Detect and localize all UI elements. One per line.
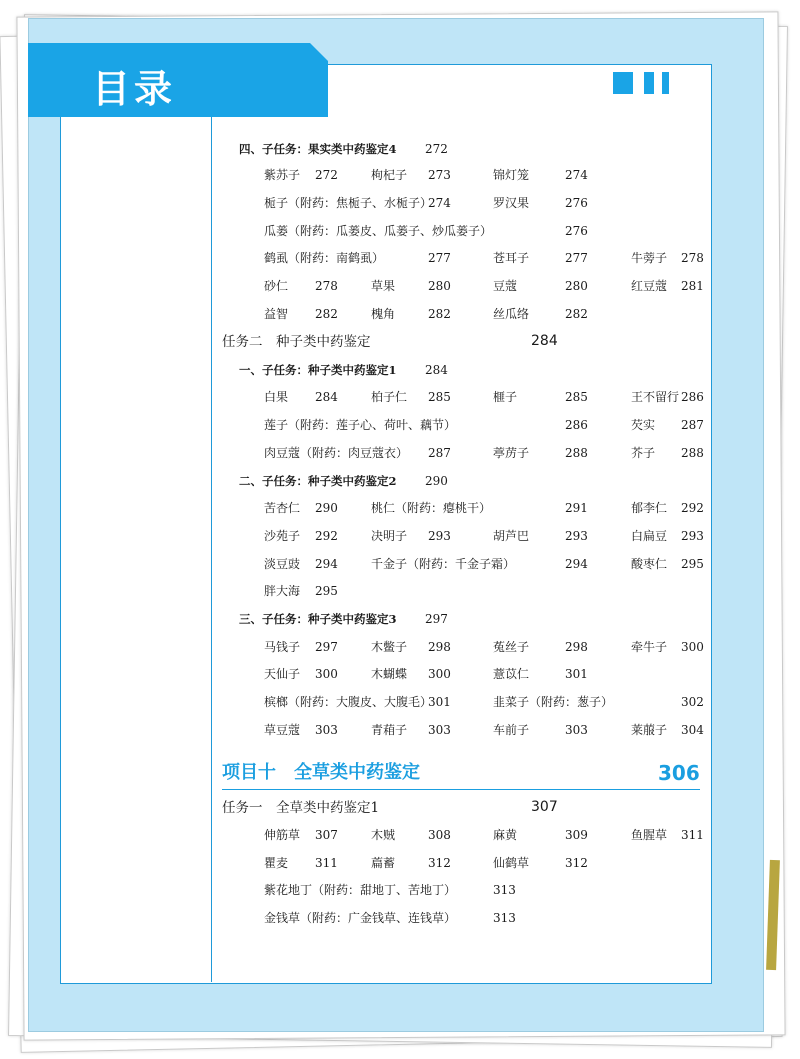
subtask-heading: 一、子任务：种子类中药鉴定1 [239,363,397,377]
decor-bar-icon [644,72,654,94]
entry-name: 白扁豆 [631,529,668,543]
entry-name: 榧子 [493,390,518,404]
entry-name: 豆蔻 [493,279,518,293]
entry-page: 303 [428,723,451,737]
entry-page: 294 [315,557,338,571]
entry-name: 瞿麦 [264,856,289,870]
entry-page: 280 [565,279,588,293]
entry-page: 272 [315,168,338,182]
entry-page: 312 [565,856,588,870]
task-heading: 任务二 种子类中药鉴定 [222,334,371,350]
entry-name: 砂仁 [264,279,289,293]
entry-page: 307 [315,828,338,842]
entry-name: 丝瓜络 [493,307,530,321]
entry-page: 290 [315,501,338,515]
project-page: 306 [658,761,700,785]
entry-name: 栀子（附药：焦栀子、水栀子） [264,196,433,210]
entry-page: 287 [681,418,704,432]
entry-page: 301 [428,695,451,709]
entry-name: 芡实 [631,418,656,432]
entry-name: 紫花地丁（附药：甜地丁、苦地丁） [264,883,457,897]
task-heading: 任务一 全草类中药鉴定1 [222,800,380,816]
entry-name: 苦杏仁 [264,501,301,515]
entry-name: 草豆蔻 [264,723,301,737]
entry-name: 韭菜子（附药：葱子） [493,695,614,709]
task-page: 284 [531,333,558,349]
entry-name: 罗汉果 [493,196,530,210]
entry-name: 草果 [371,279,396,293]
entry-name: 伸筋草 [264,828,301,842]
entry-page: 300 [428,667,451,681]
entry-page: 286 [681,390,704,404]
entry-name: 千金子（附药：千金子霜） [371,557,516,571]
entry-name: 芥子 [631,446,656,460]
entry-name: 枸杞子 [371,168,408,182]
entry-page: 284 [315,390,338,404]
entry-page: 281 [681,279,704,293]
entry-name: 瓜蒌（附药：瓜蒌皮、瓜蒌子、炒瓜蒌子） [264,224,493,238]
entry-name: 胖大海 [264,584,301,598]
entry-page: 293 [681,529,704,543]
entry-name: 王不留行 [631,390,680,404]
entry-page: 278 [681,251,704,265]
entry-page: 282 [428,307,451,321]
entry-page: 302 [681,695,704,709]
entry-name: 木蝴蝶 [371,667,408,681]
entry-page: 277 [565,251,588,265]
entry-name: 紫苏子 [264,168,301,182]
decor-block-icon [613,72,633,94]
entry-name: 金钱草（附药：广金钱草、连钱草） [264,911,457,925]
entry-page: 277 [428,251,451,265]
entry-name: 槐角 [371,307,396,321]
entry-name: 莲子（附药：莲子心、荷叶、藕节） [264,418,457,432]
entry-page: 282 [315,307,338,321]
entry-name: 马钱子 [264,640,301,654]
entry-name: 酸枣仁 [631,557,668,571]
entry-name: 白果 [264,390,289,404]
entry-name: 鱼腥草 [631,828,668,842]
subtask-page: 284 [425,363,448,377]
entry-page: 303 [315,723,338,737]
entry-page: 274 [565,168,588,182]
entry-name: 牵牛子 [631,640,668,654]
subtask-page: 290 [425,474,448,488]
entry-page: 298 [428,640,451,654]
entry-name: 木鳖子 [371,640,408,654]
entry-name: 益智 [264,307,289,321]
entry-page: 292 [315,529,338,543]
entry-page: 273 [428,168,451,182]
entry-name: 锦灯笼 [493,168,530,182]
entry-page: 291 [565,501,588,515]
task-page: 307 [531,799,558,815]
subtask-heading: 四、子任务：果实类中药鉴定4 [239,142,397,156]
entry-page: 311 [315,856,338,870]
entry-name: 槟榔（附药：大腹皮、大腹毛） [264,695,433,709]
entry-name: 葶苈子 [493,446,530,460]
entry-name: 桃仁（附药：瘪桃干） [371,501,492,515]
entry-name: 沙苑子 [264,529,301,543]
entry-page: 293 [428,529,451,543]
entry-name: 红豆蔻 [631,279,668,293]
entry-page: 282 [565,307,588,321]
entry-name: 莱菔子 [631,723,668,737]
subtask-page: 272 [425,142,448,156]
decor-bar-icon [662,72,669,94]
entry-page: 309 [565,828,588,842]
entry-page: 312 [428,856,451,870]
entry-page: 276 [565,196,588,210]
entry-page: 285 [565,390,588,404]
entry-page: 292 [681,501,704,515]
entry-page: 303 [565,723,588,737]
entry-name: 木贼 [371,828,396,842]
title-banner [28,43,328,117]
entry-page: 294 [565,557,588,571]
entry-page: 285 [428,390,451,404]
entry-name: 肉豆蔻（附药：肉豆蔻衣） [264,446,409,460]
entry-name: 胡芦巴 [493,529,530,543]
entry-name: 萹蓄 [371,856,396,870]
entry-page: 286 [565,418,588,432]
subtask-heading: 二、子任务：种子类中药鉴定2 [239,474,397,488]
entry-page: 304 [681,723,704,737]
entry-page: 308 [428,828,451,842]
entry-page: 288 [565,446,588,460]
entry-page: 293 [565,529,588,543]
entry-page: 298 [565,640,588,654]
entry-page: 300 [681,640,704,654]
entry-page: 313 [493,883,516,897]
entry-page: 297 [315,640,338,654]
entry-page: 288 [681,446,704,460]
entry-page: 313 [493,911,516,925]
entry-page: 295 [681,557,704,571]
margin-divider [211,64,212,982]
entry-name: 仙鹤草 [493,856,530,870]
entry-name: 苍耳子 [493,251,530,265]
entry-name: 柏子仁 [371,390,408,404]
entry-name: 决明子 [371,529,408,543]
entry-name: 车前子 [493,723,530,737]
entry-page: 300 [315,667,338,681]
entry-page: 280 [428,279,451,293]
entry-name: 淡豆豉 [264,557,301,571]
entry-name: 菟丝子 [493,640,530,654]
entry-name: 牛蒡子 [631,251,668,265]
entry-page: 301 [565,667,588,681]
project-heading: 项目十 全草类中药鉴定 [222,762,420,783]
entry-name: 青葙子 [371,723,408,737]
page-title: 目录 [92,67,177,111]
entry-page: 295 [315,584,338,598]
entry-name: 麻黄 [493,828,518,842]
entry-name: 郁李仁 [631,501,668,515]
entry-name: 天仙子 [264,667,301,681]
project-rule [222,789,700,790]
entry-name: 鹤虱（附药：南鹤虱） [264,251,385,265]
entry-page: 276 [565,224,588,238]
entry-page: 287 [428,446,451,460]
entry-page: 274 [428,196,451,210]
entry-page: 311 [681,828,704,842]
entry-name: 薏苡仁 [493,667,530,681]
subtask-heading: 三、子任务：种子类中药鉴定3 [239,612,397,626]
entry-page: 278 [315,279,338,293]
subtask-page: 297 [425,612,448,626]
